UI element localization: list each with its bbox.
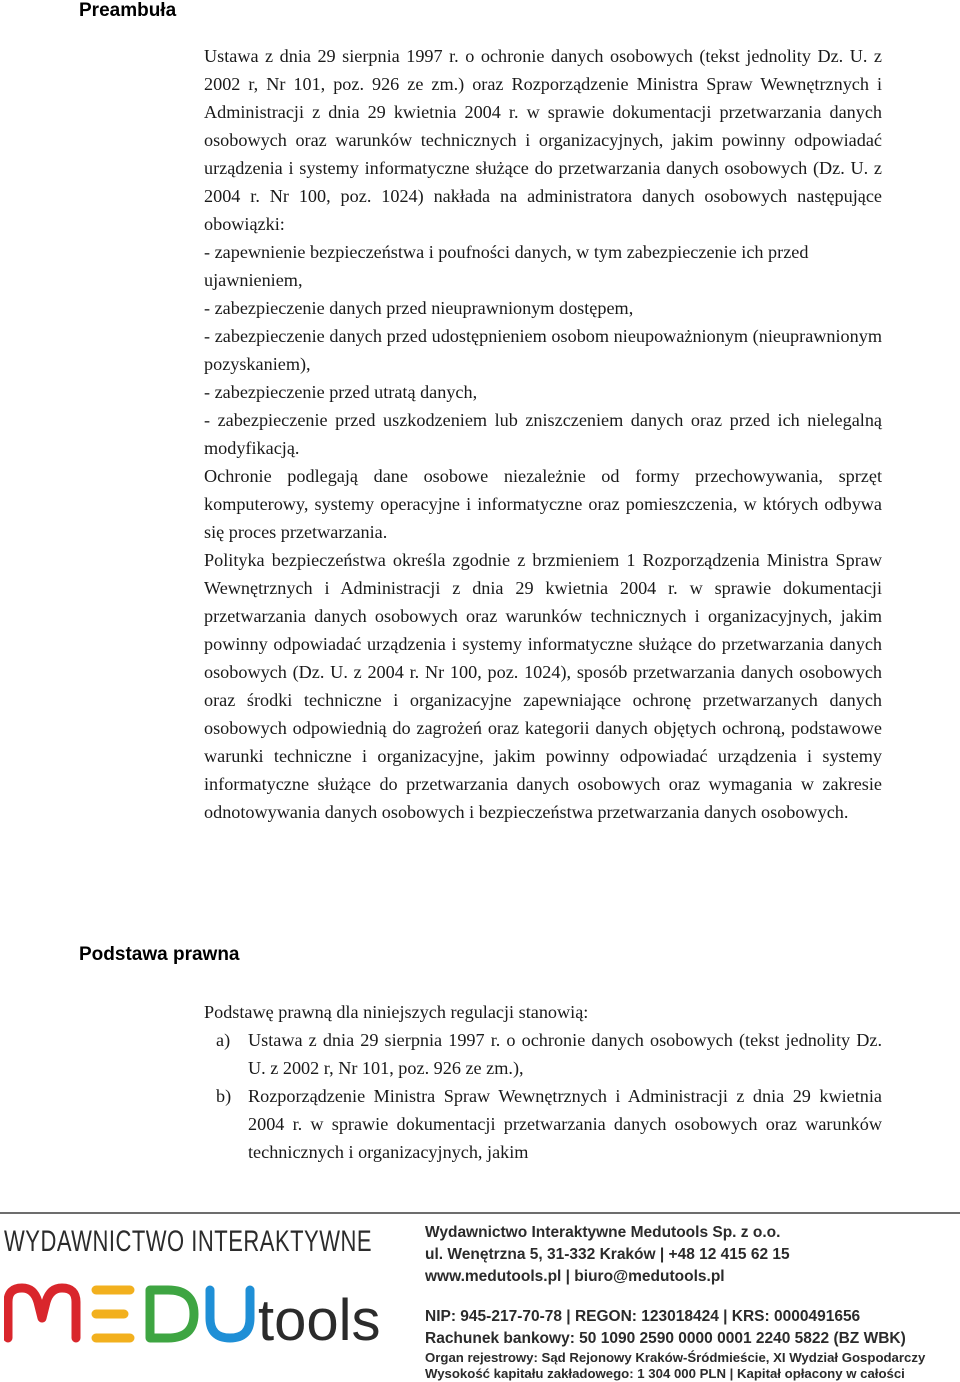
list-marker: b) (216, 1086, 232, 1106)
list-marker: a) (216, 1030, 231, 1050)
duty-item: - zabezpieczenie danych przed udostępnieniem osobom nieupoważnionym (nieuprawnionym pozyskaniem), (204, 326, 882, 374)
company-bank-account: Rachunek bankowy: 50 1090 2590 0000 0001 2240 5822 (BZ WBK) (425, 1330, 906, 1347)
list-item (204, 1082, 882, 1166)
preamble-paragraph-scope: Ochronie podlegają dane osobowe niezależnie od formy przechowywania, sprzęt komputerowy, systemy operacyjne i informatyczne oraz pomieszczenia, w których odbywa się proces przetwarzania. (204, 466, 882, 542)
duty-item: - zapewnienie bezpieczeństwa i poufności danych, w tym zabezpieczenie ich przed ujawnieniem, (204, 242, 809, 290)
list-item-text: Ustawa z dnia 29 sierpnia 1997 r. o ochronie danych osobowych (tekst jednolity Dz. U. z 2002 r, Nr 101, poz. 926 ze zm.), (248, 1030, 882, 1078)
preamble-body (204, 42, 882, 826)
company-web-email[interactable]: www.medutools.pl | biuro@medutools.pl (425, 1268, 725, 1285)
company-address: ul. Wenętrzna 5, 31-332 Kraków | +48 12 415 62 15 (425, 1246, 790, 1263)
medutools-logo-icon (4, 1262, 404, 1362)
legal-basis-body (204, 998, 882, 1166)
section-heading-legal-basis: Podstawa prawna (79, 944, 240, 965)
list-item-text: Rozporządzenie Ministra Spraw Wewnętrznych i Administracji z dnia 29 kwietnia 2004 r. w sprawie dokumentacji przetwarzania danych osobowych oraz warunków technicznych i organizacyjnych, jakim (248, 1086, 882, 1162)
legal-basis-intro: Podstawę prawną dla niniejszych regulacji stanowią: (204, 1002, 589, 1022)
duty-item: - zabezpieczenie danych przed nieuprawnionym dostępem, (204, 298, 634, 318)
preamble-paragraph-intro: Ustawa z dnia 29 sierpnia 1997 r. o ochronie danych osobowych (tekst jednolity Dz. U. z 2002 r, Nr 101, poz. 926 ze zm.) oraz Rozporządzenie Ministra Spraw Wewnętrznych i Administracji z dnia 29 kwietnia 2004 r. w sprawie dokumentacji przetwarzania danych osobowych oraz warunków technicznych i organizacyjnych, jakim powinny odpowiadać urządzenia i systemy informatyczne służące do przetwarzania danych osobowych (Dz. U. z 2004 r. Nr 100, poz. 1024) nakłada na administratora danych osobowych następujące obowiązki: (204, 46, 882, 234)
duty-item: - zabezpieczenie przed uszkodzeniem lub zniszczeniem danych oraz przed ich nielegalną modyfikacją. (204, 410, 882, 458)
list-item (204, 1026, 882, 1082)
preamble-paragraph-policy: Polityka bezpieczeństwa określa zgodnie z brzmieniem 1 Rozporządzenia Ministra Spraw Wewnętrznych i Administracji z dnia 29 kwietnia 2004 r. w sprawie dokumentacji przetwarzania danych osobowych oraz warunków technicznych i organizacyjnych, jakim powinny odpowiadać urządzenia i systemy informatyczne służące do przetwarzania danych osobowych (Dz. U. z 2004 r. Nr 100, poz. 1024), sposób przetwarzania danych osobowych oraz środki techniczne i organizacyjne zapewniające ochronę przetwarzanych danych osobowych odpowiednią do zagrożeń oraz kategorii danych objętych ochroną, podstawowe warunki techniczne i organizacyjne, jakim powinny odpowiadać urządzenia i systemy informatyczne służące do przetwarzania danych osobowych oraz wymagania w zakresie odnotowywania danych osobowych i bezpieczeństwa przetwarzania danych osobowych. (204, 550, 882, 822)
svg-text:tools: tools (258, 1288, 381, 1353)
legal-basis-list (204, 1026, 882, 1166)
company-capital: Wysokość kapitału zakładowego: 1 304 000 PLN | Kapitał opłacony w całości (425, 1366, 905, 1381)
company-details (425, 1222, 960, 1382)
company-registry: Organ rejestrowy: Sąd Rejonowy Kraków-Śródmieście, XI Wydział Gospodarczy (425, 1350, 926, 1365)
publisher-logo (4, 1224, 404, 1364)
company-name: Wydawnictwo Interaktywne Medutools Sp. z o.o. (425, 1224, 781, 1241)
publisher-wordmark: WYDAWNICTWO INTERAKTYWNE (4, 1224, 373, 1258)
footer-divider (0, 1212, 960, 1214)
company-ids: NIP: 945-217-70-78 | REGON: 123018424 | KRS: 0000491656 (425, 1308, 861, 1325)
section-heading-preamble: Preambuła (79, 0, 177, 21)
duty-item: - zabezpieczenie przed utratą danych, (204, 382, 478, 402)
